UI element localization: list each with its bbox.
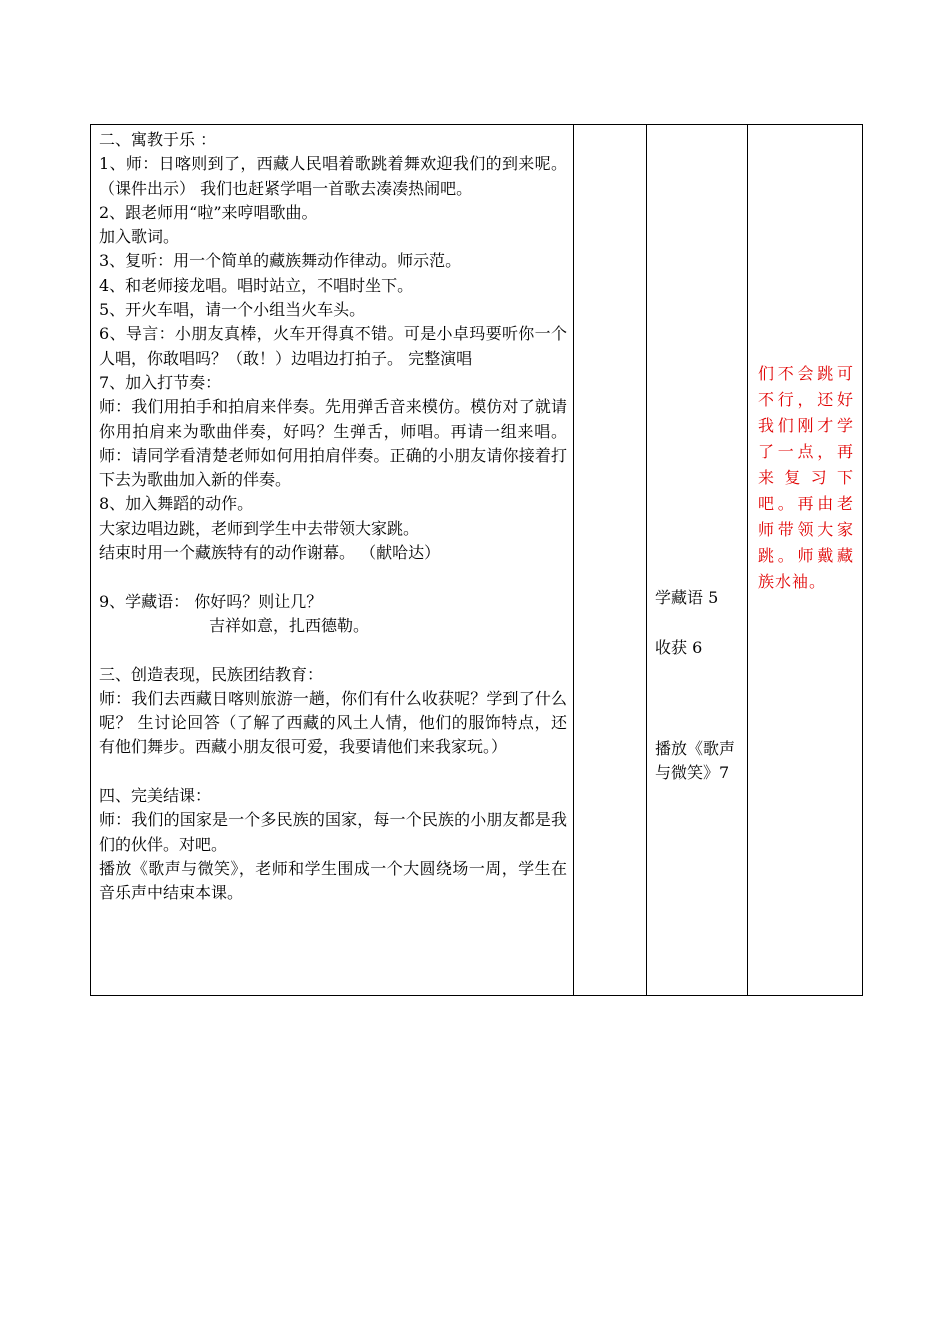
note-play-song: 播放《歌声与微笑》7 (655, 739, 736, 782)
note-harvest: 收获 6 (655, 638, 703, 657)
blank-line (99, 638, 567, 662)
step-paragraph: 师：我们用拍手和拍肩来伴奏。先用弹舌音来模仿。模仿对了就请你用拍肩来为歌曲伴奏，好吗？生弹舌，师唱。再请一组来唱。师：请同学看清楚老师如何用拍肩伴奏。正确的小朋友请你接着打下去为歌曲加入新的伴奏。 (99, 397, 567, 490)
step-paragraph: 5、开火车唱，请一个小组当火车头。 (99, 300, 366, 320)
step-paragraph: 2、跟老师用“啦”来哼唱歌曲。 (99, 202, 318, 222)
section-heading: 二、寓教于乐 ： (99, 130, 217, 149)
step-paragraph: 播放《歌声与微笑》，老师和学生围成一个大圆绕场一周，学生在音乐声中结束本课。 (99, 858, 567, 903)
step-paragraph: 4、和老师接龙唱。唱时站立，不唱时坐下。 (99, 275, 414, 295)
table-row (91, 125, 863, 996)
step-paragraph: 师：我们的国家是一个多民族的国家，每一个民族的小朋友都是我们的伙伴。对吧。 (99, 810, 567, 854)
section-heading: 四、完美结课： (99, 786, 212, 806)
step-paragraph: 结束时用一个藏族特有的动作谢幕。 （献哈达） (99, 543, 441, 563)
step-paragraph: 7、加入打节奏： (99, 372, 222, 392)
step-paragraph: 3、复听：用一个简单的藏族舞动作律动。师示范。 (99, 251, 462, 271)
section-heading: 三、创造表现，民族团结教育： (99, 664, 324, 684)
step-paragraph: 8、加入舞蹈的动作。 (99, 494, 254, 514)
blank-line (99, 565, 567, 589)
remarks-text: 们不会跳可不行，还好我们刚才学了一点，再来 复 习 下吧。再由老师带领大家跳。师戴藏族水袖。 (758, 364, 854, 591)
step-paragraph: 师：我们去西藏日喀则旅游一趟，你们有什么收获呢？学到了什么呢？ 生讨论回答（了解了西藏的风土人情，他们的服饰特点，还有他们舞步。西藏小朋友很可爱，我要请他们来我家玩。） (99, 688, 567, 757)
step-paragraph: 大家边唱边跳，老师到学生中去带领大家跳。 (99, 518, 420, 538)
lesson-plan-table (90, 124, 863, 996)
notes-cell (647, 125, 748, 996)
step-paragraph: 9、学藏语： 你好吗？则让几？ (99, 591, 323, 611)
empty-cell (574, 125, 647, 996)
step-paragraph: 加入歌词。 (99, 227, 180, 247)
notes-text (647, 125, 747, 995)
step-paragraph: 6、导言：小朋友真棒，火车开得真不错。可是小卓玛要听你一个人唱，你敢唱吗？（敢！）边唱边打拍子。 完整演唱 (99, 324, 567, 368)
blank-line (99, 760, 567, 784)
remarks-cell (748, 125, 863, 996)
step-paragraph: 吉祥如意，扎西德勒。 (209, 615, 370, 635)
teaching-process-text (91, 125, 573, 906)
teaching-process-cell (91, 125, 574, 996)
step-paragraph: 1、师：日喀则到了，西藏人民唱着歌跳着舞欢迎我们的到来呢。（课件出示） 我们也赶紧学唱一首歌去凑凑热闹吧。 (99, 154, 567, 198)
note-tibetan: 学藏语 5 (655, 588, 719, 607)
